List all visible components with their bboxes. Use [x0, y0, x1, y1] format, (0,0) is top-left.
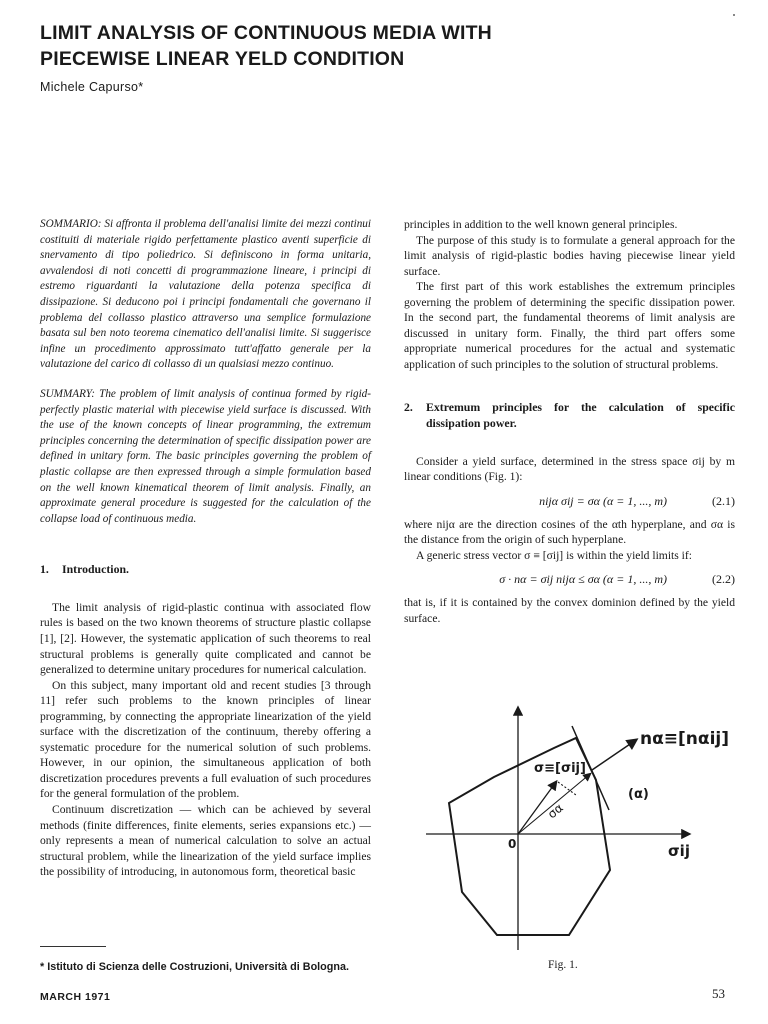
section-2-heading [404, 400, 735, 431]
equation-2-1-expression: nijα σij = σα (α = 1, ..., m) [539, 493, 667, 508]
equation-2-2-number: (2.2) [712, 572, 735, 587]
label-stress: σ≡[σij] [534, 761, 586, 776]
abstract-english [40, 387, 371, 527]
abstract-italian [40, 217, 371, 373]
abstract-english-label: SUMMARY: [40, 387, 95, 400]
right-column [404, 217, 735, 626]
paragraph: The limit analysis of rigid-plastic continua with associated flow rules is based on the two known theorems of structure plastic collapse [1], [2]. However, the systematic application of such theorems to real structural problems is generally quite complicated and cannot be generalized to determine unitary procedures for numerical calculation. [40, 600, 371, 677]
abstract-italian-text: Si affronta il problema dell'analisi limite dei mezzi continui costituiti di materiale rigido perfettamente plastico aventi superficie di snervamento di tipo poliedrico. Si definiscono in forma unitaria, avvalendosi di noti concetti di programmazione lineare, i principi di estremo riguardanti la valutazione della potenza specifica di dissipazione. Si deducono poi i principi fondamentali che governano il problema del collasso plastico attraverso una semplice formulazione basata sul ben noto teorema cinematico dell'analisi limite. Si suggerisce infine un procedimento approssimato tutt'affatto generale per la valutazione del carico di collasso di un qualsiasi mezzo continuo. [40, 218, 371, 371]
author: Michele Capurso* [40, 80, 144, 94]
section-1-number: 1. [40, 562, 49, 577]
paragraph: A generic stress vector σ ≡ [σij] is within the yield limits if: [416, 548, 692, 562]
paragraph: The first part of this work establishes the extremum principles governing the problem of determining the specific dissipation power. In the second part, the fundamental theorems of limit analysis are discussed in unitary form. Finally, the third part offers some appropriate numerical procedures for the actual and systematic application of such principles to the solution of structural problems. [404, 280, 735, 371]
footer-date: MARCH 1971 [40, 991, 111, 1003]
equation-2-2-expression: σ · nα = σij nijα ≤ σα (α = 1, ..., m) [499, 572, 667, 587]
footnote-rule [40, 946, 106, 947]
equation-2-2 [404, 569, 735, 589]
paragraph: that is, if it is contained by the convex dominion defined by the yield surface. [404, 596, 735, 625]
scan-mark [733, 14, 735, 16]
title-line-1: LIMIT ANALYSIS OF CONTINUOUS MEDIA WITH [40, 22, 492, 44]
label-alpha: (α) [628, 787, 649, 802]
paper-title [40, 20, 740, 72]
left-column [40, 217, 371, 880]
label-axis: σij [668, 842, 690, 860]
page-number: 53 [712, 986, 725, 1001]
paragraph: principles in addition to the well known general principles. [404, 218, 678, 231]
paragraph: where nijα are the direction cosines of the αth hyperplane, and σα is the distance from the origin of such hyperplane. [404, 517, 735, 547]
label-origin: 0 [508, 837, 517, 851]
label-normal: nα≡[nαij] [640, 729, 730, 749]
paragraph: Continuum discretization — which can be achieved by several methods (finite differences, finite elements, series expansions etc.) — only represents a mean of numerical calculation to solve an actual structural problem, while the linearization of the yield surface implies the possibility of introducing, in autonomous form, theoretical basic [40, 802, 371, 879]
normal-vector [592, 740, 636, 770]
section-2-title: Extremum principles for the calculation of specific dissipation power. [426, 400, 735, 431]
equation-2-1 [404, 491, 735, 511]
title-line-2: PIECEWISE LINEAR YELD CONDITION [40, 48, 405, 70]
abstract-english-text: The problem of limit analysis of continua formed by rigid-perfectly plastic material with piecewise yield surface is discussed. With the use of the known concepts of linear programming, the extremum principles concerning the determination of specific dissipation power are defined in unitary form. The basic principles governing the problem of plastic collapse are then expressed through a simple formulation based on the well known kinematical theorem of limit analysis. Finally, an approximate general procedure is suggested for the calculation of the collapse load of continuous media. [40, 387, 371, 525]
figure-1-caption: Fig. 1. [548, 959, 578, 971]
footnote-affiliation: * Istituto di Scienza delle Costruzioni, Università di Bologna. [40, 961, 349, 973]
paragraph: Consider a yield surface, determined in the stress space σij by m linear conditions (Fig. 1): [404, 454, 735, 484]
label-distance: σα [544, 800, 566, 822]
figure-1-diagram [404, 700, 744, 965]
abstract-italian-label: SOMMARIO: [40, 218, 102, 230]
section-1-heading [40, 562, 371, 578]
paragraph: The purpose of this study is to formulate a general approach for the limit analysis of rigid-plastic bodies having piecewise linear yield surface. [404, 233, 735, 278]
section-1-title: Introduction. [62, 562, 129, 577]
equation-2-1-number: (2.1) [712, 493, 735, 508]
paragraph: On this subject, many important old and recent studies [3 through 11] refer such problems to the known principles of linear programming, by connecting the appropriate linearization of the yield surface with the discretization of the continuum, thereby offering a systematic procedure for the numerical solution of such problems. However, in our opinion, the simultaneous application of both discretization procedures prevents a full evaluation of such procedures for the general formulation of the problem. [40, 678, 371, 801]
section-2-number: 2. [404, 400, 413, 415]
